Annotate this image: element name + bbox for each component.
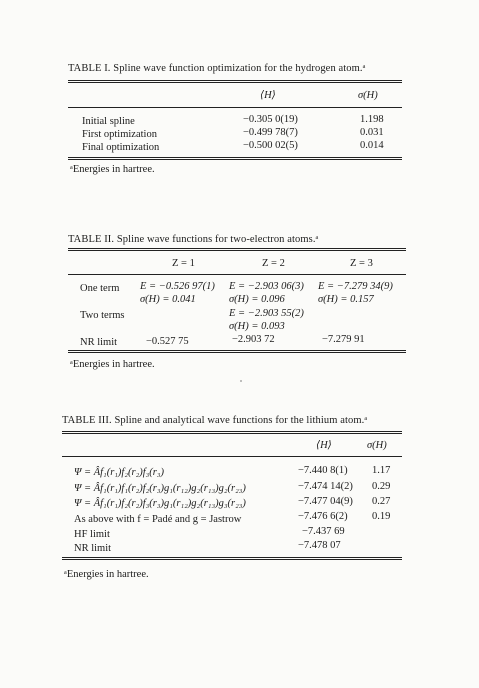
table-3-row-h: −7.437 69 <box>302 526 345 537</box>
table-3-row-h: −7.440 8(1) <box>298 465 348 476</box>
table-2-cell-z2-sigma: σ(H) = 0.093 <box>229 321 285 332</box>
table-2-header-z1: Z = 1 <box>172 258 195 269</box>
table-1-row-sigma: 0.031 <box>360 127 384 138</box>
table-2-footnote: ᵃEnergies in hartree. <box>70 359 155 370</box>
table-2-caption: TABLE II. Spline wave functions for two-electron atoms.ᵃ <box>68 234 319 245</box>
table-2-cell-z2-sigma: σ(H) = 0.096 <box>229 294 285 305</box>
table-2-top-rule <box>68 248 406 251</box>
table-3-row-label: Ψ = Âf₁(r₁)f₁(r₂)f₂(r₃)g₁(r₁₂)g₂(r₁₃)g₂(r₂₃) <box>74 483 246 494</box>
table-2-header-z3: Z = 3 <box>350 258 373 269</box>
table-2-cell-z2: −2.903 72 <box>232 334 275 345</box>
table-2-header-z2: Z = 2 <box>262 258 285 269</box>
table-1-caption: TABLE I. Spline wave function optimization for the hydrogen atom.ᵃ <box>68 63 366 74</box>
table-3-row-label: HF limit <box>74 529 110 540</box>
table-1-bottom-rule <box>68 157 402 160</box>
table-3-bottom-rule <box>62 557 402 560</box>
table-2-cell-z1-energy: E = −0.526 97(1) <box>140 281 215 292</box>
table-2-row-label: NR limit <box>80 337 118 348</box>
table-1-row-h: −0.305 0(19) <box>243 114 298 125</box>
table-2-row-label: Two terms <box>80 310 125 321</box>
table-1-row-h: −0.499 78(7) <box>243 127 298 138</box>
table-1-header-rule <box>68 107 402 108</box>
table-3-header-rule <box>62 456 402 457</box>
table-3-row-h: −7.474 14(2) <box>298 481 353 492</box>
table-3-row-sigma: 1.17 <box>372 465 391 476</box>
scan-speck <box>240 380 242 382</box>
table-1-header-sigma: σ(H) <box>358 90 378 101</box>
table-1-row-sigma: 0.014 <box>360 140 384 151</box>
table-3-header-sigma: σ(H) <box>367 440 387 451</box>
table-3-row-label: NR limit <box>74 543 112 554</box>
table-1-row-sigma: 1.198 <box>360 114 384 125</box>
table-1-header-h: ⟨H⟩ <box>260 90 276 101</box>
table-3-footnote: ᵃEnergies in hartree. <box>64 569 149 580</box>
table-1-row-label: First optimization <box>82 129 157 140</box>
table-3-caption: TABLE III. Spline and analytical wave functions for the lithium atom.ᵃ <box>62 415 368 426</box>
table-1-row-label: Initial spline <box>82 116 135 127</box>
table-3-top-rule <box>62 431 402 434</box>
table-2-cell-z2-energy: E = −2.903 06(3) <box>229 281 304 292</box>
table-2-row-label: One term <box>80 283 120 294</box>
table-1-row-h: −0.500 02(5) <box>243 140 298 151</box>
table-3-row-h: −7.476 6(2) <box>298 511 348 522</box>
table-2-header-rule <box>68 274 406 275</box>
table-3-row-h: −7.477 04(9) <box>298 496 353 507</box>
table-1-top-rule <box>68 80 402 83</box>
table-3-row-h: −7.478 07 <box>298 540 341 551</box>
table-3-row-sigma: 0.27 <box>372 496 391 507</box>
table-2-cell-z3: −7.279 91 <box>322 334 365 345</box>
table-2-bottom-rule <box>68 350 406 353</box>
table-2-cell-z1-sigma: σ(H) = 0.041 <box>140 294 196 305</box>
table-3-row-label: As above with f = Padé and g = Jastrow <box>74 514 242 525</box>
table-2-cell-z2-energy: E = −2.903 55(2) <box>229 308 304 319</box>
table-2-cell-z3-sigma: σ(H) = 0.157 <box>318 294 374 305</box>
table-3-row-label: Ψ = Âf₁(r₁)f₂(r₂)f₃(r₃) <box>74 467 165 478</box>
table-3-row-label: Ψ = Âf₁(r₁)f₂(r₂)f₃(r₃)g₁(r₁₂)g₂(r₁₃)g₃(r₂₃) <box>74 498 246 509</box>
table-1-row-label: Final optimization <box>82 142 160 153</box>
table-1-footnote: ᵃEnergies in hartree. <box>70 164 155 175</box>
table-3-header-h: ⟨H⟩ <box>316 440 332 451</box>
table-2-cell-z1: −0.527 75 <box>146 336 189 347</box>
table-3-row-sigma: 0.29 <box>372 481 391 492</box>
table-3-row-sigma: 0.19 <box>372 511 391 522</box>
table-2-cell-z3-energy: E = −7.279 34(9) <box>318 281 393 292</box>
